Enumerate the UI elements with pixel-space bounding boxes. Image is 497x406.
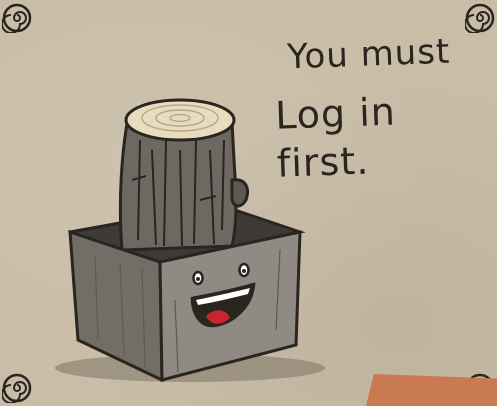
message-line-2: Log in first.: [274, 89, 397, 186]
login-button[interactable]: [366, 374, 497, 406]
stump-branch: [232, 180, 247, 206]
message-line-1: You must: [286, 31, 451, 78]
